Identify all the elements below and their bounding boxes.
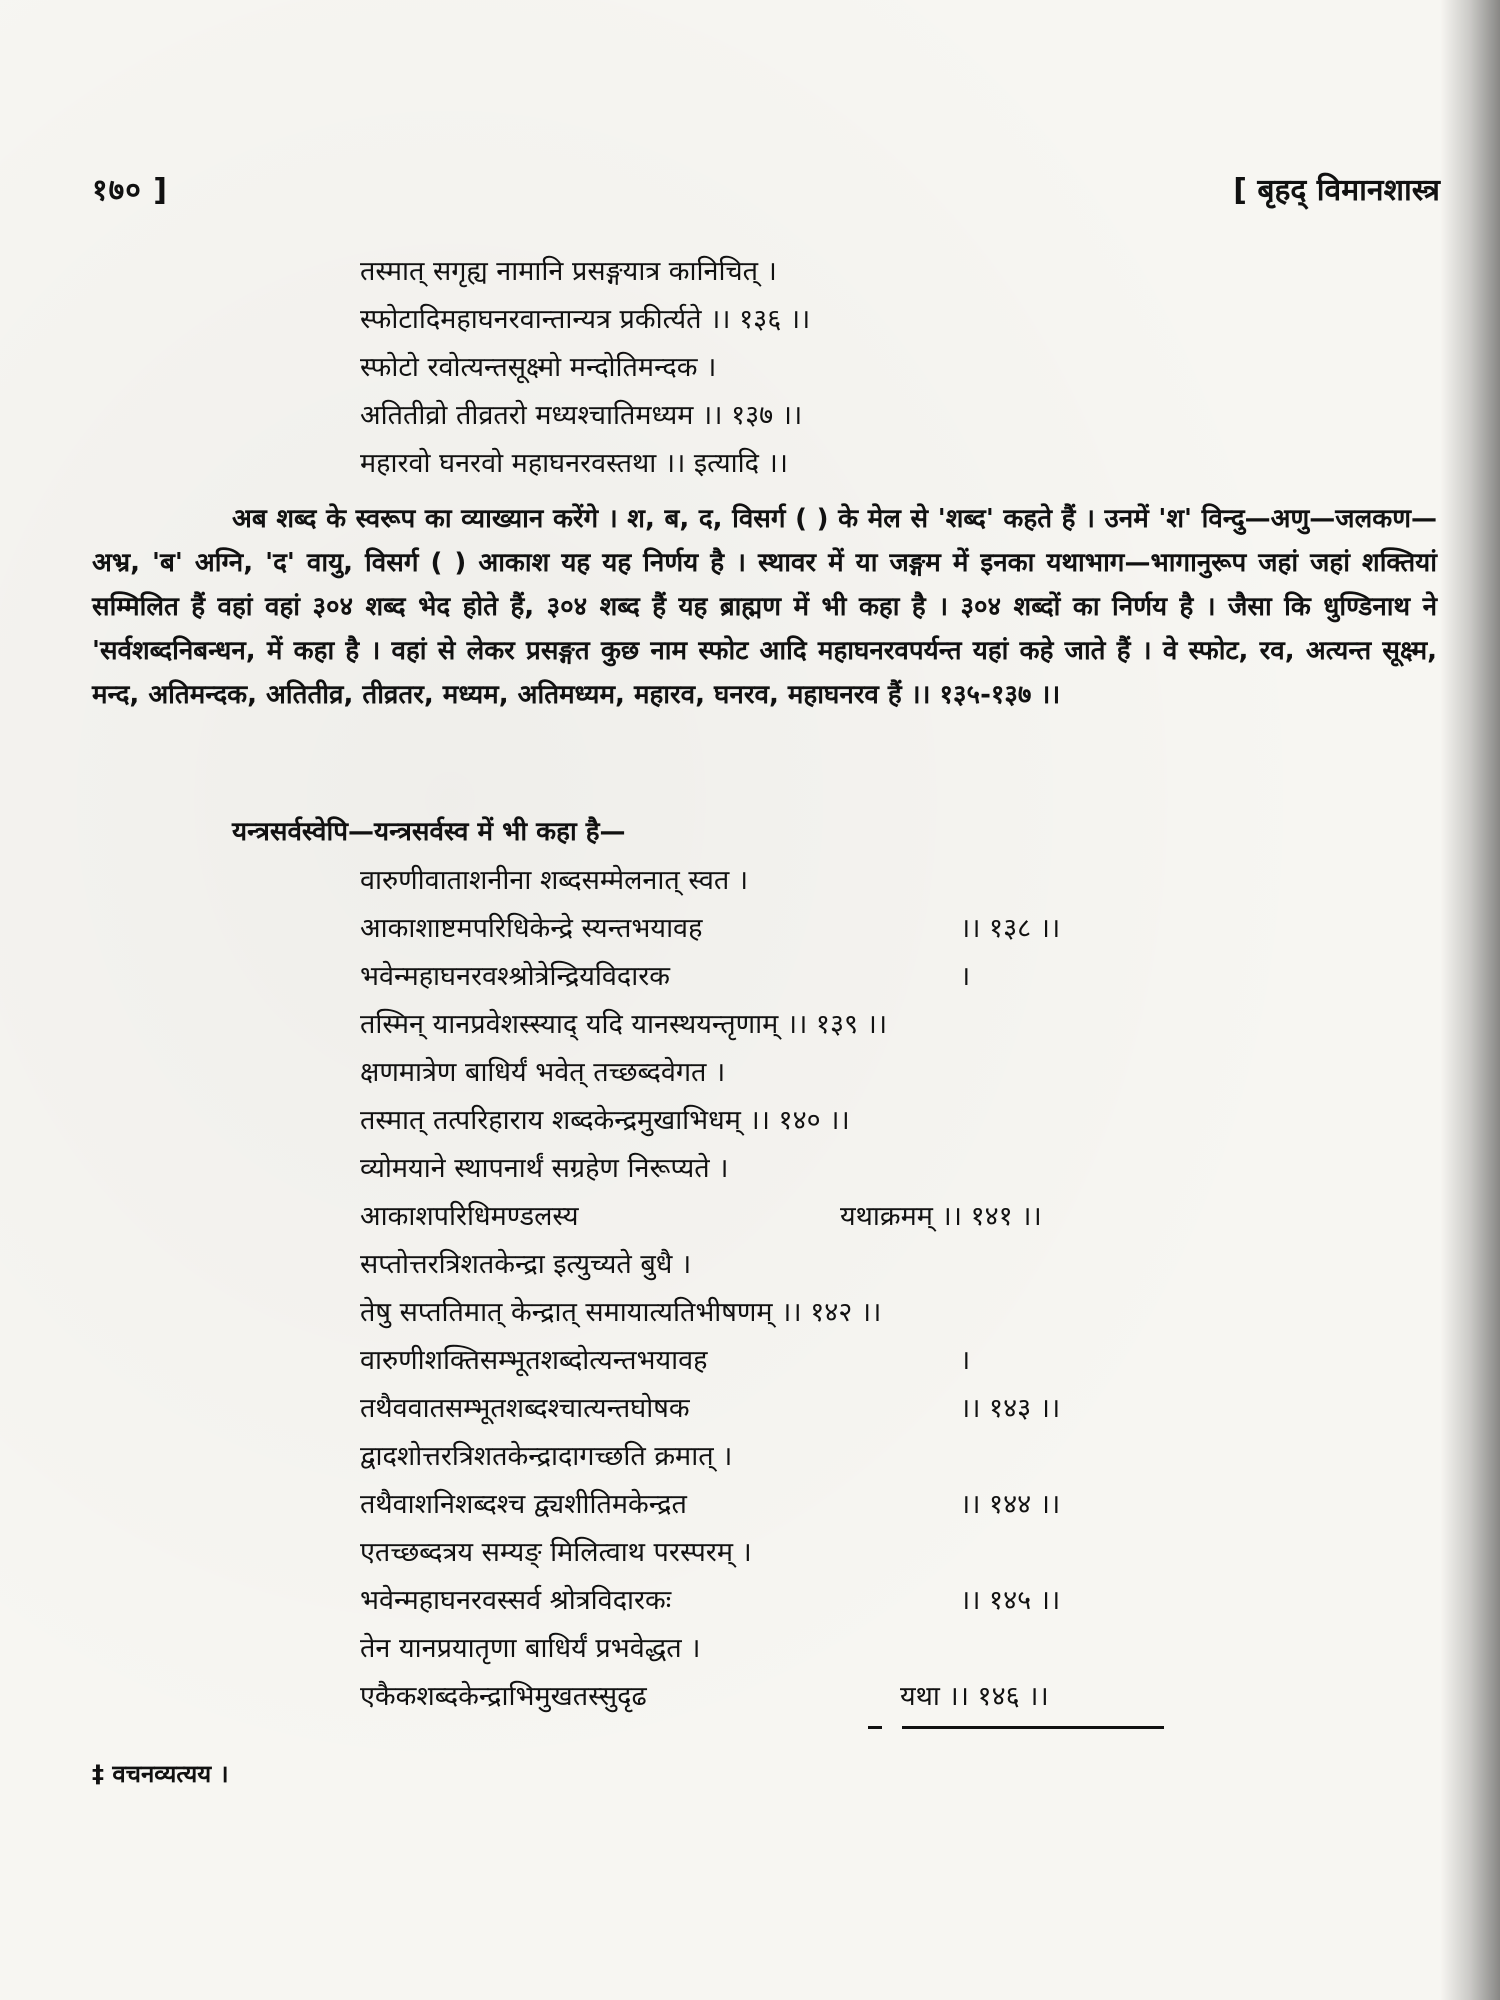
commentary-text: अब शब्द के स्वरूप का व्याख्यान करेंगे । श, ब, द, विसर्ग ( ) के मेल से 'शब्द' कहते हैं । उनमें 'श' विन्दु—अणु—जलकण—अभ्र, 'ब' अग्नि, 'द' वायु, विसर्ग ( ) आकाश यह यह निर्णय है । स्थावर में या जङ्गम में इनका यथाभाग—भागानुरूप जहां जहां शक्तियां सम्मिलित हैं वहां वहां ३०४ शब्द भेद होते हैं, ३०४ शब्द हैं यह ब्राह्मण में भी कहा है । ३०४ शब्दों का निर्णय है । जैसा कि धुण्डिनाथ ने 'सर्वशब्दनिबन्धन, में कहा है । वहां से लेकर प्रसङ्गत कुछ नाम स्फोट आदि महाघनरवपर्यन्त यहां कहे जाते हैं । वे स्फोट, रव, अत्यन्त सूक्ष्म, मन्द, अतिमन्दक, अतितीव्र, तीव्रतर, मध्यम, अतिमध्यम, महारव, घनरव, महाघनरव हैं ।। १३५-१३७ ।। xyxy=(92,504,1437,710)
commentary-paragraph xyxy=(92,497,1437,717)
verse-text: तेन यानप्रयातृणा बाधिर्यं प्रभवेद्धत । xyxy=(360,1633,701,1664)
verse-text: तस्मात् तत्परिहाराय शब्दकेन्द्रमुखाभिधम् ।। १४० ।। xyxy=(360,1105,850,1136)
running-title: [ बृहद् विमानशास्त्र xyxy=(1233,173,1440,208)
section-end-rule-dash xyxy=(868,1726,882,1729)
verse-line xyxy=(360,905,1160,953)
verse-number: ।। १४५ ।। xyxy=(960,1585,1061,1616)
verse-text: तस्मिन् यानप्रवेशस्स्याद् यदि यानस्थयन्तृणाम् ।। १३९ ।। xyxy=(360,1009,888,1040)
verse-line xyxy=(360,1289,1160,1337)
verse-number: । xyxy=(960,961,971,992)
verse-line xyxy=(360,953,1160,1001)
verse-text: महारवो घनरवो महाघनरवस्तथा ।। इत्यादि ।। xyxy=(360,448,789,479)
verse-text: भवेन्महाघनरवश्श्रोत्रेन्द्रियविदारक xyxy=(360,961,670,992)
verse-number: । xyxy=(960,1345,971,1376)
verse-text: भवेन्महाघनरवस्सर्व श्रोत्रविदारकः xyxy=(360,1585,672,1616)
page-number: १७० ] xyxy=(92,173,168,208)
verse-number: ।। १३८ ।। xyxy=(960,913,1061,944)
verse-line xyxy=(360,1577,1160,1625)
verse-line xyxy=(360,1097,1160,1145)
verse-line xyxy=(360,248,1160,296)
verse-line xyxy=(360,1241,1160,1289)
verse-text: आकाशाष्टमपरिधिकेन्द्रे स्यन्तभयावह xyxy=(360,913,703,944)
verse-block-1 xyxy=(360,248,1160,488)
verse-number: यथा ।। १४६ ।। xyxy=(900,1681,1049,1712)
verse-line xyxy=(360,1001,1160,1049)
verse-text: वारुणीशक्तिसम्भूतशब्दोत्यन्तभयावह xyxy=(360,1345,708,1376)
verse-line xyxy=(360,296,1160,344)
verse-text: वारुणीवाताशनीना शब्दसम्मेलनात् स्वत । xyxy=(360,865,749,896)
verse-text: तेषु सप्ततिमात् केन्द्रात् समायात्यतिभीषणम् ।। १४२ ।। xyxy=(360,1297,882,1328)
verse-number: ।। १४३ ।। xyxy=(960,1393,1061,1424)
verse-text: क्षणमात्रेण बाधिर्यं भवेत् तच्छब्दवेगत । xyxy=(360,1057,726,1088)
verse-text: आकाशपरिधिमण्डलस्य xyxy=(360,1201,579,1232)
footnote: ‡ वचनव्यत्यय । xyxy=(92,1760,229,1788)
verse-text: एतच्छब्दत्रय सम्यङ् मिलित्वाथ परस्परम् । xyxy=(360,1537,752,1568)
verse-line xyxy=(360,1337,1160,1385)
verse-text: तथैवाशनिशब्दश्च द्व्यशीतिमकेन्द्रत xyxy=(360,1489,687,1520)
verse-block-2 xyxy=(360,857,1160,1721)
verse-text: स्फोटादिमहाघनरवान्तान्यत्र प्रकीर्त्यते ।। १३६ ।। xyxy=(360,304,811,335)
verse-line xyxy=(360,1433,1160,1481)
verse-line xyxy=(360,440,1160,488)
verse-text: सप्तोत्तरत्रिशतकेन्द्रा इत्युच्यते बुधै । xyxy=(360,1249,692,1280)
verse-line xyxy=(360,1145,1160,1193)
verse-line xyxy=(360,1481,1160,1529)
verse-number: यथाक्रमम् ।। १४१ ।। xyxy=(840,1201,1042,1232)
verse-text: अतितीव्रो तीव्रतरो मध्यश्चातिमध्यम ।। १३७ ।। xyxy=(360,400,803,431)
verse-text: तस्मात् सगृह्य नामानि प्रसङ्गयात्र कानिचित् । xyxy=(360,256,777,287)
verse-text: द्वादशोत्तरत्रिशतकेन्द्रादागच्छति क्रमात् । xyxy=(360,1441,733,1472)
verse-line xyxy=(360,344,1160,392)
verse-line xyxy=(360,1673,1160,1721)
verse-number: ।। १४४ ।। xyxy=(960,1489,1061,1520)
verse-text: व्योमयाने स्थापनार्थं सग्रहेण निरूप्यते । xyxy=(360,1153,729,1184)
verse-line xyxy=(360,857,1160,905)
verse-line xyxy=(360,392,1160,440)
verse-text: एकैकशब्दकेन्द्राभिमुखतस्सुदृढ xyxy=(360,1681,647,1712)
page-header xyxy=(92,168,1440,218)
section-end-rule xyxy=(902,1726,1164,1729)
verse-line xyxy=(360,1385,1160,1433)
verse-line xyxy=(360,1529,1160,1577)
verse-text: तथैववातसम्भूतशब्दश्चात्यन्तघोषक xyxy=(360,1393,690,1424)
verse-line xyxy=(360,1625,1160,1673)
verse-line xyxy=(360,1193,1160,1241)
verse-text: स्फोटो रवोत्यन्तसूक्ष्मो मन्दोतिमन्दक । xyxy=(360,352,717,383)
verse-line xyxy=(360,1049,1160,1097)
section-subheading: यन्त्रसर्वस्वेपि—यन्त्रसर्वस्व में भी कहा है— xyxy=(232,817,626,847)
